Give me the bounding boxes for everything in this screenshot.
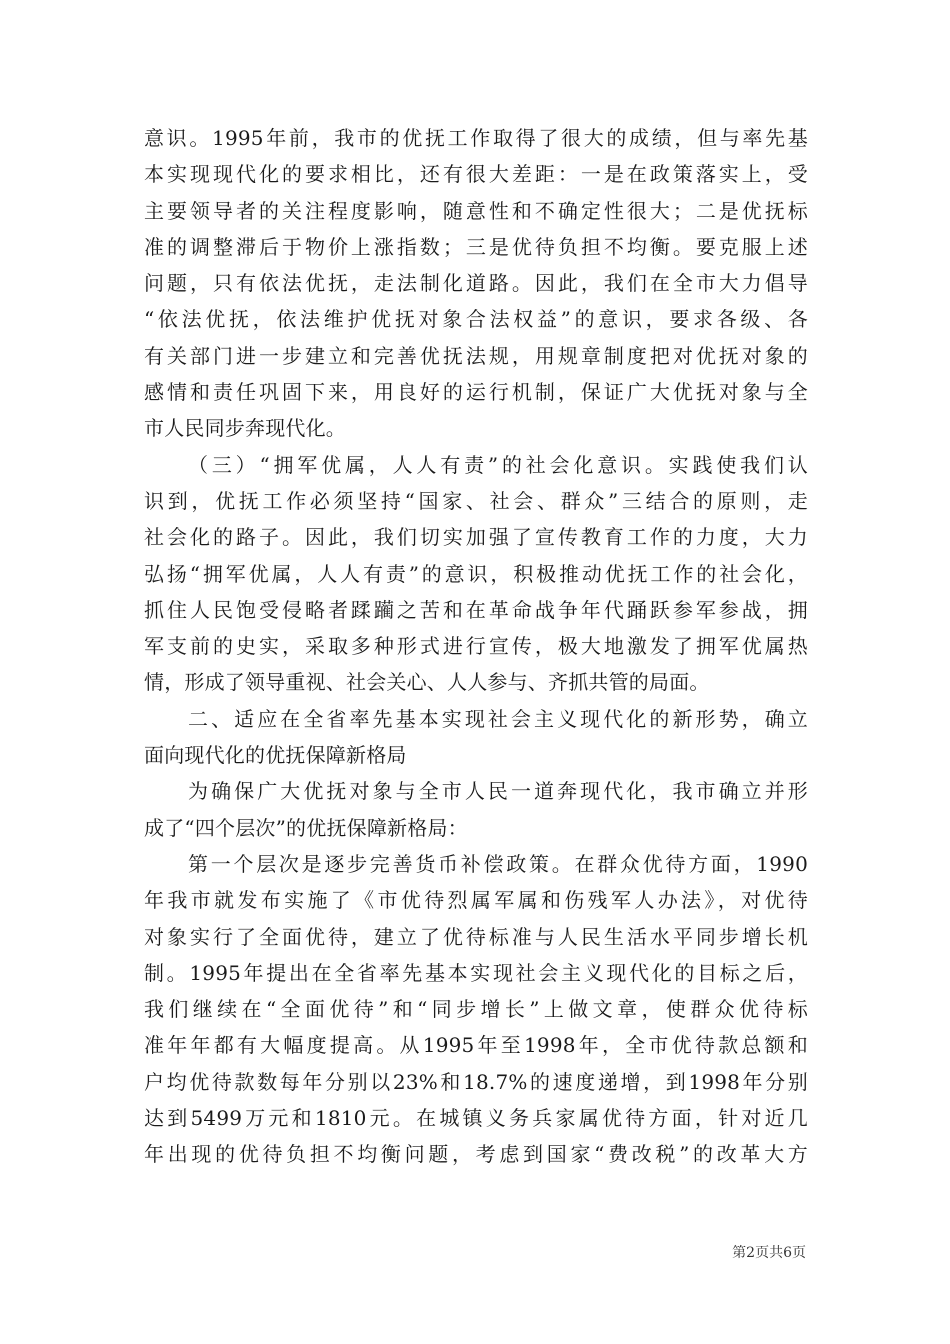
page-number-footer: 第2页共6页 [732,1245,806,1261]
text-line: 本实现现代化的要求相比，还有很大差距：一是在政策落实上，受 [144,162,808,187]
text-line: 情，形成了领导重视、社会关心、人人参与、齐抓共管的局面。 [144,670,710,695]
text-line: 达到5499万元和1810元。在城镇义务兵家属优待方面，针对近几 [144,1106,808,1131]
text-line: 我们继续在“全面优待”和“同步增长”上做文章，使群众优待标 [144,997,808,1022]
text-line: “依法优抚，依法维护优抚对象合法权益”的意识，要求各级、各 [144,307,808,332]
text-line: 对象实行了全面优待，建立了优待标准与人民生活水平同步增长机 [144,924,808,949]
text-line: 制。1995年提出在全省率先基本实现社会主义现代化的目标之后， [144,960,808,985]
text-line: 成了“四个层次”的优抚保障新格局： [144,815,468,840]
text-line: 市人民同步奔现代化。 [144,416,346,441]
text-line: 为确保广大优抚对象与全市人民一道奔现代化，我市确立并形 [188,779,808,804]
text-line: 抓住人民饱受侵略者蹂躏之苦和在革命战争年代踊跃参军参战，拥 [144,597,808,622]
text-line: （三）“拥军优属，人人有责”的社会化意识。实践使我们认 [188,452,808,477]
text-line: 二、适应在全省率先基本实现社会主义现代化的新形势，确立 [188,706,808,731]
text-line: 社会化的路子。因此，我们切实加强了宣传教育工作的力度，大力 [144,525,808,550]
text-line: 户均优待款数每年分别以23%和18.7%的速度递增，到1998年分别 [144,1069,808,1094]
text-line: 面向现代化的优抚保障新格局 [144,743,407,768]
text-line: 意识。1995年前，我市的优抚工作取得了很大的成绩，但与率先基 [144,126,808,150]
text-line: 第一个层次是逐步完善货币补偿政策。在群众优待方面，1990 [188,851,808,876]
text-line: 年出现的优待负担不均衡问题，考虑到国家“费改税”的改革大方 [144,1142,808,1167]
text-line: 主要领导者的关注程度影响，随意性和不确定性很大；二是优抚标 [144,198,808,223]
text-line: 弘扬“拥军优属，人人有责”的意识，积极推动优抚工作的社会化， [144,561,808,586]
text-line: 问题，只有依法优抚，走法制化道路。因此，我们在全市大力倡导 [144,271,808,296]
text-line: 年我市就发布实施了《市优待烈属军属和伤残军人办法》，对优待 [144,888,808,913]
text-line: 识到，优抚工作必须坚持“国家、社会、群众”三结合的原则，走 [144,488,808,513]
document-body [144,120,808,1173]
text-line: 准的调整滞后于物价上涨指数；三是优待负担不均衡。要克服上述 [144,234,808,259]
text-line: 有关部门进一步建立和完善优抚法规，用规章制度把对优抚对象的 [144,343,808,368]
text-line: 军支前的史实，采取多种形式进行宣传，极大地激发了拥军优属热 [144,634,808,659]
text-line: 感情和责任巩固下来，用良好的运行机制，保证广大优抚对象与全 [144,380,808,405]
text-line: 准年年都有大幅度提高。从1995年至1998年，全市优待款总额和 [144,1033,808,1058]
